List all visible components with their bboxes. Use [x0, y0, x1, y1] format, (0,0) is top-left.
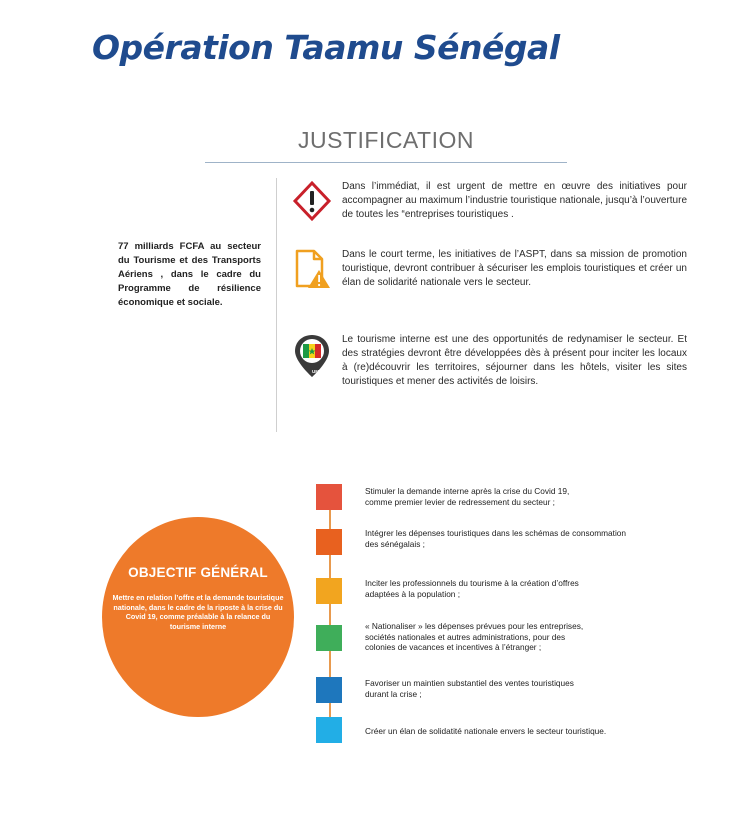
timeline-marker: [316, 529, 342, 555]
vertical-divider: [276, 178, 277, 432]
heading-divider: [205, 162, 567, 163]
timeline-line-text: adaptées à la population ;: [365, 588, 461, 599]
timeline-item: [365, 528, 685, 549]
timeline-item: [365, 726, 685, 737]
timeline-line-text: comme premier levier de redressement du secteur ;: [365, 496, 555, 507]
timeline-marker: [316, 625, 342, 651]
justification-heading: JUSTIFICATION: [297, 127, 474, 153]
justification-text: Dans l’immédiat, il est urgent de mettre en œuvre des initiatives pour accompagner au maximum l’industrie touristique nationale, jusqu’à l’ouverture de toutes les “entreprises touristiques .: [342, 181, 687, 220]
objective-circle: [102, 517, 294, 717]
timeline-line-text: des sénégalais ;: [365, 538, 425, 549]
senegal-map-pin-icon: [292, 333, 332, 377]
timeline-line-text: durant la crise ;: [365, 688, 422, 699]
timeline-line-text: « Nationaliser » les dépenses prévues pour les entreprises,: [365, 621, 584, 631]
timeline-item: [365, 486, 685, 507]
timeline-line-text: Créer un élan de solidatité nationale envers le secteur touristique.: [365, 726, 607, 736]
funding-summary: 77 milliards FCFA au secteur du Tourisme et des Transports Aériens , dans le cadre du Programme de résilience économique et sociale.: [118, 241, 261, 308]
timeline-marker: [316, 717, 342, 743]
timeline-item: [365, 678, 685, 699]
timeline-line-text: colonies de vacances et incentives à l’étranger ;: [365, 642, 542, 652]
timeline-line-text: Intégrer les dépenses touristiques dans les schémas de consommation: [365, 528, 627, 538]
timeline-marker: [316, 484, 342, 510]
objective-title: OBJECTIF GÉNÉRAL: [128, 565, 268, 580]
justification-text: Dans le court terme, les initiatives de l’ASPT, dans sa mission de promotion touristique, devront contribuer à sécuriser les emplois touristiques et créer un élan de solidarité nationale vers le secteur.: [342, 249, 687, 288]
page-title: Opération Taamu Sénégal: [92, 28, 560, 67]
timeline-line-text: sociétés nationales et autres administrations, pour des: [365, 631, 566, 642]
icon-caption: UMSA: [312, 369, 326, 374]
timeline-line-text: Favoriser un maintien substantiel des ventes touristiques: [365, 678, 574, 688]
timeline-item: [365, 578, 685, 599]
timeline-marker: [316, 578, 342, 604]
warning-icon: [292, 180, 332, 224]
timeline-line-text: Stimuler la demande interne après la crise du Covid 19,: [365, 486, 570, 496]
timeline-marker: [316, 677, 342, 703]
document-warning-icon: [292, 248, 332, 292]
justification-text: Le tourisme interne est une des opportunités de redynamiser le secteur. Et des stratégies devront être développées dès à présent pour inciter les locaux à (re)découvrir les territoires, séjourner dans les hôtels, visiter les sites touristiques et mener des activités de loisirs.: [342, 334, 687, 387]
timeline-item: [365, 621, 685, 653]
objective-text: Mettre en relation l’offre et la demande touristique nationale, dans le cadre de la riposte à la crise du Covid 19, comme préalable à la relance du tourisme interne: [112, 593, 284, 631]
timeline-line-text: Inciter les professionnels du tourisme à la création d’offres: [365, 578, 579, 588]
